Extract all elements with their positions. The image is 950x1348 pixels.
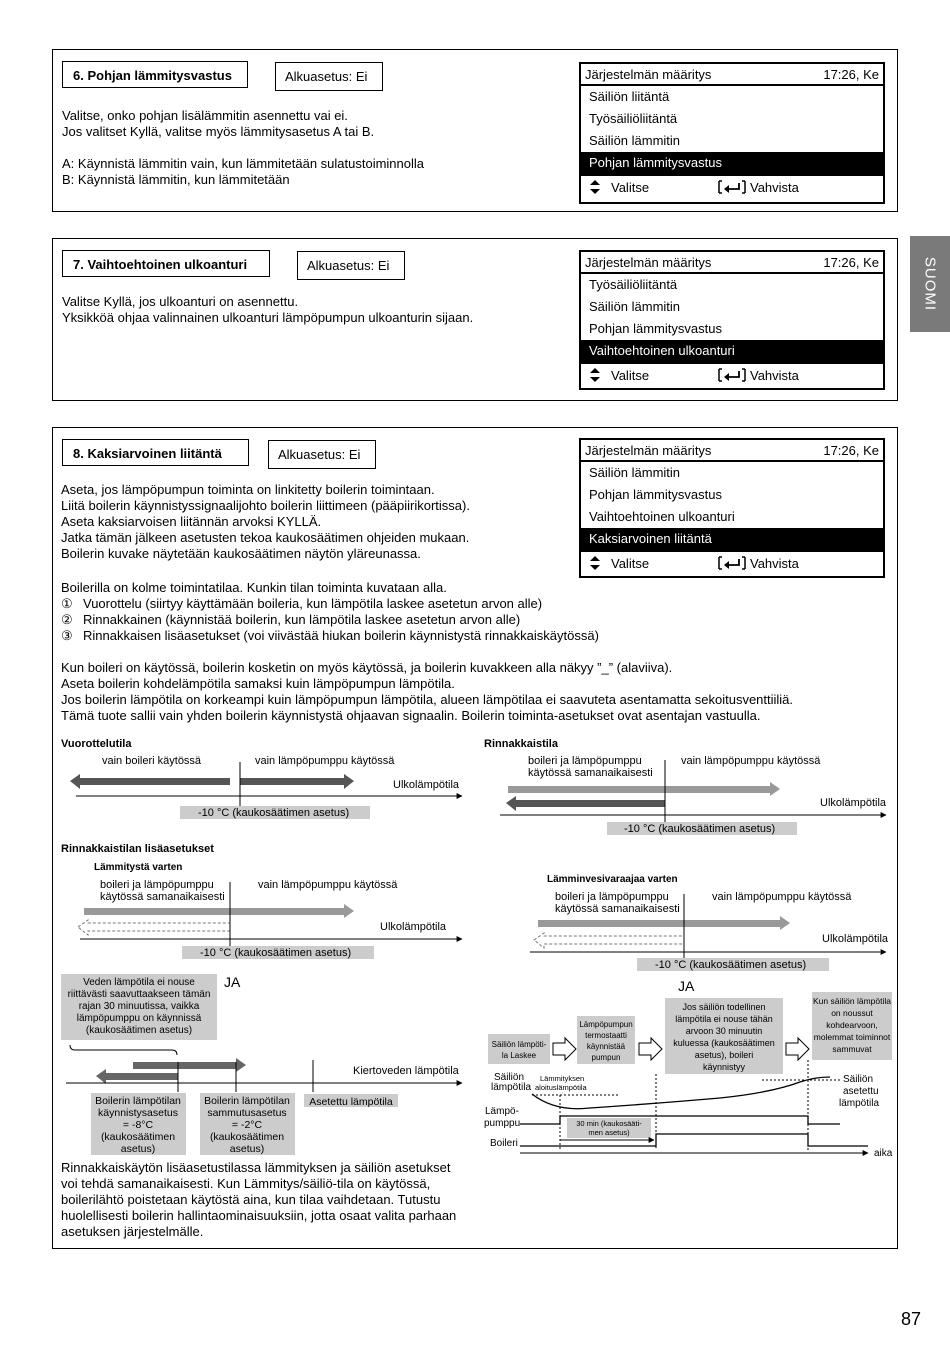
svg-text:asetus), boileri: asetus), boileri bbox=[694, 1050, 754, 1060]
menu-item[interactable]: Työsäiliöliitäntä bbox=[589, 277, 678, 292]
mode-item: ③ Rinnakkaisen lisäasetukset (voi viivästää hiukan boilerin käynnistystä rinnakkaiskäytössä) bbox=[61, 628, 599, 643]
label-boiler-only: vain boileri käytössä bbox=[102, 755, 202, 767]
svg-text:Jos säiliön todellinen: Jos säiliön todellinen bbox=[682, 1002, 766, 1012]
svg-text:asetus): asetus) bbox=[120, 1143, 156, 1155]
svg-text:arvoon 30 minuutin: arvoon 30 minuutin bbox=[685, 1026, 763, 1036]
svg-text:Ulkolämpötila: Ulkolämpötila bbox=[820, 797, 887, 809]
arrow-boiler bbox=[70, 774, 230, 789]
svg-text:Boilerin lämpötilan: Boilerin lämpötilan bbox=[95, 1095, 181, 1107]
menu-item-selected[interactable]: Pohjan lämmitysvastus bbox=[581, 152, 883, 174]
panel-title: Järjestelmän määritys bbox=[585, 442, 712, 458]
svg-text:(kaukosäätimen asetus): (kaukosäätimen asetus) bbox=[85, 1025, 193, 1036]
diagram-tank-flow bbox=[484, 992, 893, 1159]
text-line: Aseta boilerin kohdelämpötila samaksi kuin lämpöpumpun lämpötila. bbox=[61, 676, 455, 691]
confirm-label: Vahvista bbox=[750, 367, 799, 383]
text-line: Aseta kaksiarvoisen liitännän arvoksi KYLLÄ. bbox=[61, 514, 322, 529]
svg-text:molemmat toiminnot: molemmat toiminnot bbox=[813, 1032, 891, 1042]
svg-text:käynnistysasetus: käynnistysasetus bbox=[98, 1107, 178, 1119]
svg-text:Säiliön lämpöti-: Säiliön lämpöti- bbox=[491, 1040, 547, 1049]
confirm-label: Vahvista bbox=[750, 555, 799, 571]
svg-text:-10 °C (kaukosäätimen asetus): -10 °C (kaukosäätimen asetus) bbox=[624, 823, 776, 835]
mode-item: ① Vuorottelu (siirtyy käyttämään boileria, kun lämpötila laskee asetetun arvon alle) bbox=[61, 596, 543, 611]
text-line: Liitä boilerin käynnistyssignaalijohto boilerin liittimeen (pääpiirikortissa). bbox=[61, 498, 470, 513]
svg-text:Veden lämpötila ei nouse: Veden lämpötila ei nouse bbox=[83, 977, 195, 988]
svg-text:Asetettu lämpötila: Asetettu lämpötila bbox=[309, 1096, 393, 1108]
diagram-heating-condition bbox=[61, 974, 462, 1155]
svg-text:boileri ja lämpöpumppu: boileri ja lämpöpumppu bbox=[555, 891, 669, 903]
text-line: Valitse Kyllä, jos ulkoanturi on asennettu. bbox=[62, 294, 299, 309]
text-line: voi tehdä samanaikaisesti. Kun Lämmitys/säiliö-tila on käytössä, bbox=[61, 1176, 431, 1191]
diagram-title: Rinnakkaistila bbox=[484, 738, 558, 750]
page-number: 87 bbox=[901, 1309, 922, 1329]
svg-text:lämpötila: lämpötila bbox=[491, 1082, 532, 1093]
svg-text:käytössä samanaikaisesti: käytössä samanaikaisesti bbox=[528, 767, 653, 779]
menu-item[interactable]: Säiliön lämmitin bbox=[589, 299, 681, 314]
text-line: Jos boilerin lämpötila on korkeampi kuin lämpöpumpun lämpötila, alueen lämpötilaa ei saavuteta asentamatta sekoitusventtiiliä. bbox=[61, 692, 794, 707]
svg-text:asetus): asetus) bbox=[229, 1143, 265, 1155]
setting-label: -10 °C (kaukosäätimen asetus) bbox=[198, 807, 350, 819]
svg-text:riittävästi saavuttaakseen täm: riittävästi saavuttaakseen tämän bbox=[67, 989, 211, 1000]
svg-text:Rinnakkaistilan lisäasetukset: Rinnakkaistilan lisäasetukset bbox=[61, 843, 214, 855]
svg-text:vain lämpöpumppu käytössä: vain lämpöpumppu käytössä bbox=[258, 879, 398, 891]
text-line: Yksikköä ohjaa valinnainen ulkoanturi lämpöpumpun ulkoanturin sijaan. bbox=[62, 310, 474, 325]
svg-text:Kun säiliön lämpötila: Kun säiliön lämpötila bbox=[813, 996, 891, 1006]
svg-text:Säiliön: Säiliön bbox=[494, 1072, 525, 1083]
svg-text:Boilerin lämpötilan: Boilerin lämpötilan bbox=[204, 1095, 290, 1107]
svg-text:sammuvat: sammuvat bbox=[832, 1044, 872, 1054]
svg-text:termostaatti: termostaatti bbox=[585, 1031, 627, 1040]
svg-text:Kiertoveden lämpötila: Kiertoveden lämpötila bbox=[353, 1065, 459, 1077]
diagram-title: Vuorottelutila bbox=[61, 738, 132, 750]
and-label: JA bbox=[678, 978, 695, 994]
section-6-default: Alkuasetus: Ei bbox=[275, 62, 383, 91]
closing-text bbox=[61, 1160, 456, 1240]
section-7-default: Alkuasetus: Ei bbox=[297, 251, 405, 280]
panel-time: 17:26, Ke bbox=[823, 66, 879, 82]
menu-item[interactable]: Työsäiliöliitäntä bbox=[589, 111, 678, 126]
menu-item[interactable]: Pohjan lämmitysvastus bbox=[589, 321, 722, 336]
svg-text:men asetus): men asetus) bbox=[588, 1128, 630, 1137]
select-label: Valitse bbox=[611, 179, 650, 195]
svg-text:lämpöpumppu on käynnissä: lämpöpumppu on käynnissä bbox=[76, 1013, 202, 1024]
svg-text:käytössä samanaikaisesti: käytössä samanaikaisesti bbox=[555, 903, 680, 915]
diagram-parallel-advanced bbox=[61, 843, 889, 994]
svg-text:Lämpö-: Lämpö- bbox=[485, 1106, 519, 1117]
svg-text:sammutusasetus: sammutusasetus bbox=[207, 1107, 287, 1119]
text-line: asetuksen järjestelmälle. bbox=[61, 1224, 204, 1239]
svg-text:kohdearvoon,: kohdearvoon, bbox=[826, 1020, 878, 1030]
panel-time: 17:26, Ke bbox=[823, 442, 879, 458]
menu-item[interactable]: Pohjan lämmitysvastus bbox=[589, 487, 722, 502]
label-hp-only: vain lämpöpumppu käytössä bbox=[255, 755, 395, 767]
text-line: Boilerin kuvake näytetään kaukosäätimen näytön yläreunassa. bbox=[61, 546, 421, 561]
text-line: boilerilähtö poistetaan käytöstä aina, kun tilaa vaihdetaan. Tutustu bbox=[61, 1192, 441, 1207]
menu-item[interactable]: Säiliön lämmitin bbox=[589, 133, 681, 148]
menu-item[interactable]: Vaihtoehtoinen ulkoanturi bbox=[589, 509, 735, 524]
svg-text:käytössä samanaikaisesti: käytössä samanaikaisesti bbox=[100, 891, 225, 903]
svg-text:Boileri: Boileri bbox=[490, 1138, 518, 1149]
menu-item[interactable]: Säiliön liitäntä bbox=[589, 89, 670, 104]
svg-text:aika: aika bbox=[874, 1148, 893, 1159]
text-line: A: Käynnistä lämmitin vain, kun lämmitetään sulatustoiminnolla bbox=[62, 156, 425, 171]
svg-text:boileri ja lämpöpumppu: boileri ja lämpöpumppu bbox=[100, 879, 214, 891]
svg-text:Lämmitystä varten: Lämmitystä varten bbox=[94, 862, 183, 873]
svg-text:= -2°C: = -2°C bbox=[231, 1119, 263, 1131]
section-8-title: 8. Kaksiarvoinen liitäntä bbox=[62, 439, 249, 466]
svg-text:käynnistää: käynnistää bbox=[586, 1042, 626, 1051]
section-7-title: 7. Vaihtoehtoinen ulkoanturi bbox=[62, 250, 270, 277]
text-line: huolellisesti boilerin hallintaominaisuuksiin, jotta osaat valita parhaan bbox=[61, 1208, 457, 1223]
panel-time: 17:26, Ke bbox=[823, 254, 879, 270]
and-label: JA bbox=[224, 974, 241, 990]
confirm-label: Vahvista bbox=[750, 179, 799, 195]
svg-text:lämpötila ei nouse tähän: lämpötila ei nouse tähän bbox=[675, 1014, 773, 1024]
svg-text:= -8°C: = -8°C bbox=[122, 1119, 154, 1131]
svg-text:Ulkolämpötila: Ulkolämpötila bbox=[822, 933, 889, 945]
svg-text:pumpun: pumpun bbox=[591, 1053, 621, 1062]
svg-text:vain lämpöpumppu käytössä: vain lämpöpumppu käytössä bbox=[712, 891, 852, 903]
select-label: Valitse bbox=[611, 367, 650, 383]
select-label: Valitse bbox=[611, 555, 650, 571]
svg-text:30 min (kaukosääti-: 30 min (kaukosääti- bbox=[576, 1119, 642, 1128]
svg-text:(kaukosäätimen: (kaukosäätimen bbox=[209, 1131, 285, 1143]
panel-title: Järjestelmän määritys bbox=[585, 254, 712, 270]
text-line: Valitse, onko pohjan lisälämmitin asennettu vai ei. bbox=[62, 108, 348, 123]
text-line: Tämä tuote sallii vain yhden boilerin käynnistystä ohjaavan signaalin. Boilerin toiminta-asetukset ovat asentajan vastuulla. bbox=[61, 708, 761, 723]
svg-text:Lämpöpumpun: Lämpöpumpun bbox=[579, 1020, 633, 1029]
svg-text:käynnistyy: käynnistyy bbox=[702, 1062, 746, 1072]
menu-item-selected[interactable]: Vaihtoehtoinen ulkoanturi bbox=[581, 340, 883, 362]
modes-intro: Boilerilla on kolme toimintatilaa. Kunkin tilan toiminta kuvataan alla. bbox=[61, 580, 447, 595]
text-line: Rinnakkaiskäytön lisäasetustilassa lämmityksen ja säiliön asetukset bbox=[61, 1160, 451, 1175]
svg-text:-10 °C (kaukosäätimen asetus): -10 °C (kaukosäätimen asetus) bbox=[655, 959, 807, 971]
menu-item-selected[interactable]: Kaksiarvoinen liitäntä bbox=[581, 528, 883, 550]
text-line: Aseta, jos lämpöpumpun toiminta on linkitetty boilerin toimintaan. bbox=[61, 482, 435, 497]
section-8-default: Alkuasetus: Ei bbox=[268, 440, 376, 469]
diagram-alternating bbox=[61, 738, 462, 819]
svg-text:(kaukosäätimen: (kaukosäätimen bbox=[100, 1131, 176, 1143]
svg-text:pumppu: pumppu bbox=[484, 1118, 521, 1129]
arrow-hp bbox=[240, 774, 354, 789]
text-line: Kun boileri on käytössä, boilerin kosketin on myös käytössä, ja boilerin kuvakkeen alla näkyy ”_” (alaviiva). bbox=[61, 660, 673, 675]
language-tab-label: SUOMI bbox=[921, 256, 939, 312]
svg-text:lämpötila: lämpötila bbox=[839, 1098, 880, 1109]
menu-item[interactable]: Säiliön lämmitin bbox=[589, 465, 681, 480]
panel-title: Järjestelmän määritys bbox=[585, 66, 712, 82]
svg-text:Säiliön: Säiliön bbox=[843, 1074, 874, 1085]
mode-item: ② Rinnakkainen (käynnistää boilerin, kun lämpötila laskee asetetun arvon alle) bbox=[61, 612, 521, 627]
section-6-title: 6. Pohjan lämmitysvastus bbox=[62, 61, 248, 88]
svg-text:asetettu: asetettu bbox=[843, 1086, 879, 1097]
svg-text:-10 °C (kaukosäätimen asetus): -10 °C (kaukosäätimen asetus) bbox=[200, 947, 352, 959]
text-line: B: Käynnistä lämmitin, kun lämmitetään bbox=[62, 172, 290, 187]
svg-text:on noussut: on noussut bbox=[831, 1008, 873, 1018]
diagram-parallel bbox=[484, 738, 887, 835]
svg-text:aloituslämpötila: aloituslämpötila bbox=[535, 1083, 587, 1092]
svg-text:rajan 30 minuutissa, vaikka: rajan 30 minuutissa, vaikka bbox=[78, 1001, 200, 1012]
svg-text:Lämminvesivaraajaa varten: Lämminvesivaraajaa varten bbox=[547, 874, 678, 885]
svg-text:Ulkolämpötila: Ulkolämpötila bbox=[380, 921, 447, 933]
svg-text:la Laskee: la Laskee bbox=[501, 1051, 537, 1060]
svg-text:kuluessa (kaukosäätimen: kuluessa (kaukosäätimen bbox=[673, 1038, 775, 1048]
text-line: Jos valitset Kyllä, valitse myös lämmitysasetus A tai B. bbox=[62, 124, 375, 139]
svg-text:vain lämpöpumppu käytössä: vain lämpöpumppu käytössä bbox=[681, 755, 821, 767]
svg-text:Lämmityksen: Lämmityksen bbox=[540, 1074, 585, 1083]
svg-text:boileri ja lämpöpumppu: boileri ja lämpöpumppu bbox=[528, 755, 642, 767]
axis-label: Ulkolämpötila bbox=[393, 779, 460, 791]
text-line: Jatka tämän jälkeen asetusten tekoa kaukosäätimen ohjeiden mukaan. bbox=[61, 530, 470, 545]
